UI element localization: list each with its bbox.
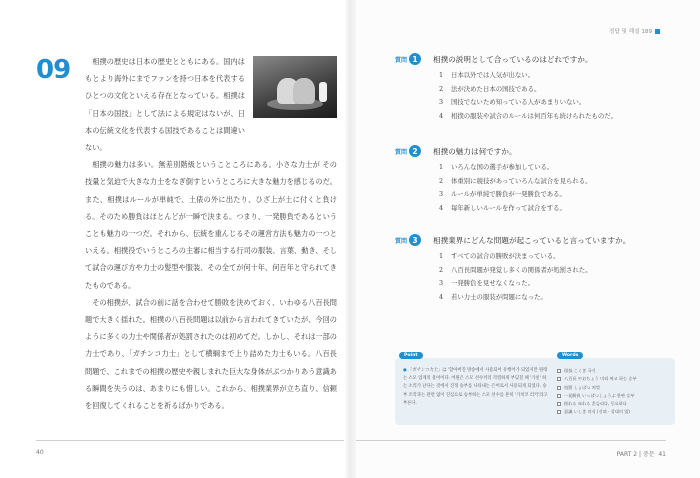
- question-number-badge: 2: [409, 145, 421, 157]
- answer-option[interactable]: 4 相撲の服装や試合のルールは何百年も続けられたものだ。: [439, 111, 618, 120]
- wrestler-figure: [293, 78, 315, 104]
- point-tag: Point: [399, 352, 423, 359]
- checkbox-icon[interactable]: [557, 402, 561, 406]
- question-3: [395, 234, 675, 304]
- vocab-item: [557, 408, 669, 416]
- answer-option[interactable]: 3 国技でないため知っている人があまりいない。: [439, 98, 586, 107]
- answer-options: [439, 250, 675, 304]
- vocab-text: 意識 いしき 의식 (신뢰 · 상대의 업): [564, 409, 630, 415]
- question-label: 質問: [395, 148, 408, 156]
- answer-option[interactable]: 3 一発勝負を見せなくなった。: [439, 279, 535, 288]
- answer-option[interactable]: 1 すべての試合の勝敗が決まっている。: [439, 252, 560, 260]
- checkbox-icon[interactable]: [557, 394, 561, 398]
- vocab-tag: Words: [557, 352, 583, 359]
- bullet-icon: ●: [403, 368, 409, 373]
- vocab-text: 八百長 やおちょう 미리 짜고 하는 승부: [564, 376, 637, 382]
- option-text: 法が決めた日本の国技である。: [451, 84, 541, 93]
- referee-figure: [319, 82, 327, 102]
- note-box: [395, 353, 675, 425]
- checkbox-icon[interactable]: [557, 369, 561, 373]
- question-number-badge: 3: [409, 234, 421, 246]
- question-text: 相撲の魅力は何ですか。: [433, 146, 517, 156]
- left-footer: [36, 440, 346, 456]
- right-footer: [356, 440, 666, 458]
- question-header: [395, 145, 675, 157]
- vocab-item: [557, 392, 669, 400]
- question-text: 相撲業界にどんな問題が起こっていると言っていますか。: [433, 235, 631, 245]
- option-text: 一発勝負を見せなくなった。: [451, 279, 535, 288]
- option-text: ルールが単純で勝負が一発勝負である。: [451, 190, 566, 199]
- option-text: 若い力士の服装が問題になった。: [451, 292, 547, 301]
- left-page-number: 40: [36, 449, 44, 456]
- question-header: [395, 234, 675, 246]
- sumo-photo: [253, 56, 337, 118]
- answer-options: [439, 161, 675, 215]
- paragraph-3: その相撲が、試合の前に話を合わせて勝敗を決めておく、いわゆる八百長問題で大きく揺れた。相撲の八百長問題は以前から言われてきていたが、今回のように多くの力士や関係者が処罰されたのは初めてだ。しかし、それは一部の力士であり、「ガチンコ力士」として横綱まで上り詰めた力士もいる。八百長問題で、これまでの相撲の歴史や親しまれた巨大な身体がぶつかりあう意識ある瞬間を失うのは、あまりにも惜しい。これから、相撲業界が立ち直り、信頼を回復してくれることを祈るばかりである。: [85, 297, 337, 411]
- footer-section: PART 2 | 중문: [616, 451, 655, 458]
- right-page-number: 41: [658, 451, 666, 458]
- vocab-text: 揺れる ゆれる 흔들리다, 동요하다: [564, 401, 627, 407]
- vocab-item: [557, 400, 669, 408]
- answer-option[interactable]: 4 毎年新しいルールを作って試合をする。: [439, 203, 566, 212]
- checkbox-icon[interactable]: [557, 386, 561, 390]
- question-header: [395, 53, 675, 65]
- answer-option[interactable]: 3 ルールが単純で勝負が一発勝負である。: [439, 190, 566, 199]
- option-text: 日本以外では人気が出ない。: [451, 71, 535, 79]
- question-label: 質問: [395, 56, 408, 64]
- page-header: [609, 27, 660, 35]
- option-text: すべての試合の勝敗が決まっている。: [451, 252, 560, 260]
- answer-option[interactable]: 1 いろんな国の選手が参加している。: [439, 163, 554, 171]
- option-text: 体重別に競技があっていろんな試合を見られる。: [451, 176, 592, 185]
- point-body-text: 「ガチンコ力士」は '할아버진 방송에서 사용되어 유행어가 되었지만 원래는 스모 업계의 용어이다. 어원은 스모 선수끼리 격렬하게 부딪칠 때 '가친' 하는 소리가 난다는 것에서 진정 승부를 나타내는 은어로서 사용되게 되었다. 승부 조작과는 관련 없이 진심으로 승부하는 스모 선수를 흔히 '가치코 러키'라고 부른다.: [403, 368, 548, 406]
- option-text: 相撲の服装や試合のルールは何百年も続けられたものだ。: [451, 111, 618, 120]
- question-2: [395, 145, 675, 215]
- checkbox-icon[interactable]: [557, 377, 561, 381]
- vocab-text: 処罰 しょばつ 처벌: [564, 384, 600, 390]
- question-text: 相撲の説明として合っているのはどれですか。: [433, 54, 593, 64]
- header-text: 정답 및 해설 189: [608, 29, 652, 35]
- option-text: 八百長問題が発覚し多くの関係者が処罰された。: [451, 265, 592, 274]
- vocab-list: [557, 367, 669, 417]
- answer-option[interactable]: 2 法が決めた日本の国技である。: [439, 84, 541, 93]
- paragraph-1: 相撲の歴史は日本の歴史とともにある。国内はもとより海外にまでファンを持つ日本を代表するひとつの文化といえる存在となっている。相撲は「日本の国技」として法による規定はないが、日本の伝統文化を代表する国技であることは間違いない。: [85, 57, 245, 153]
- point-text: [403, 367, 549, 408]
- vocab-item: [557, 384, 669, 392]
- answer-option[interactable]: 2 八百長問題が発覚し多くの関係者が処罰された。: [439, 265, 592, 274]
- passage-number: 09: [36, 55, 71, 85]
- question-1: [395, 53, 675, 123]
- checkbox-icon[interactable]: [557, 410, 561, 414]
- vocab-item: [557, 375, 669, 383]
- question-label: 質問: [395, 237, 408, 245]
- option-text: いろんな国の選手が参加している。: [451, 163, 554, 171]
- header-square-icon: [655, 29, 660, 34]
- answer-options: [439, 69, 675, 123]
- question-number-badge: 1: [409, 53, 421, 65]
- book-gutter: [344, 0, 356, 478]
- paragraph-2: 相撲の魅力は多い。無差別階級ということころにある。小さな力士が その技量と気迫で大きな力士をなぎ倒すというところに大きな魅力を感じるのだ。また、相撲はルールが単純で、土俵の外に出たり、ひざ上が土に付くと負ける。そのため勝負はほとんどが一瞬で決まる。つまり、一発勝負であるということも魅力の一つだ。それから、伝統を重んじるその運営方法も魅力の一つといえる。相撲役でいうところの主審に相当する行司の服装、言葉、動き、そして試合の運び方や力士の髪型や服装、その全てが何十年、何百年と守られてきたものである。: [85, 160, 337, 290]
- option-text: 国技でないため知っている人があまりいない。: [451, 98, 586, 107]
- answer-option[interactable]: 4 若い力士の服装が問題になった。: [439, 292, 547, 301]
- answer-option[interactable]: 1 日本以外では人気が出ない。: [439, 71, 535, 79]
- article-text: [85, 53, 337, 414]
- vocab-item: [557, 367, 669, 375]
- answer-option[interactable]: 2 体重別に競技があっていろんな試合を見られる。: [439, 176, 592, 185]
- vocab-text: 国技 こくぎ 국기: [564, 368, 596, 373]
- option-text: 毎年新しいルールを作って試合をする。: [451, 203, 566, 212]
- vocab-text: 一発勝負 いっぱつしょうぶ 한판 승부: [564, 392, 635, 398]
